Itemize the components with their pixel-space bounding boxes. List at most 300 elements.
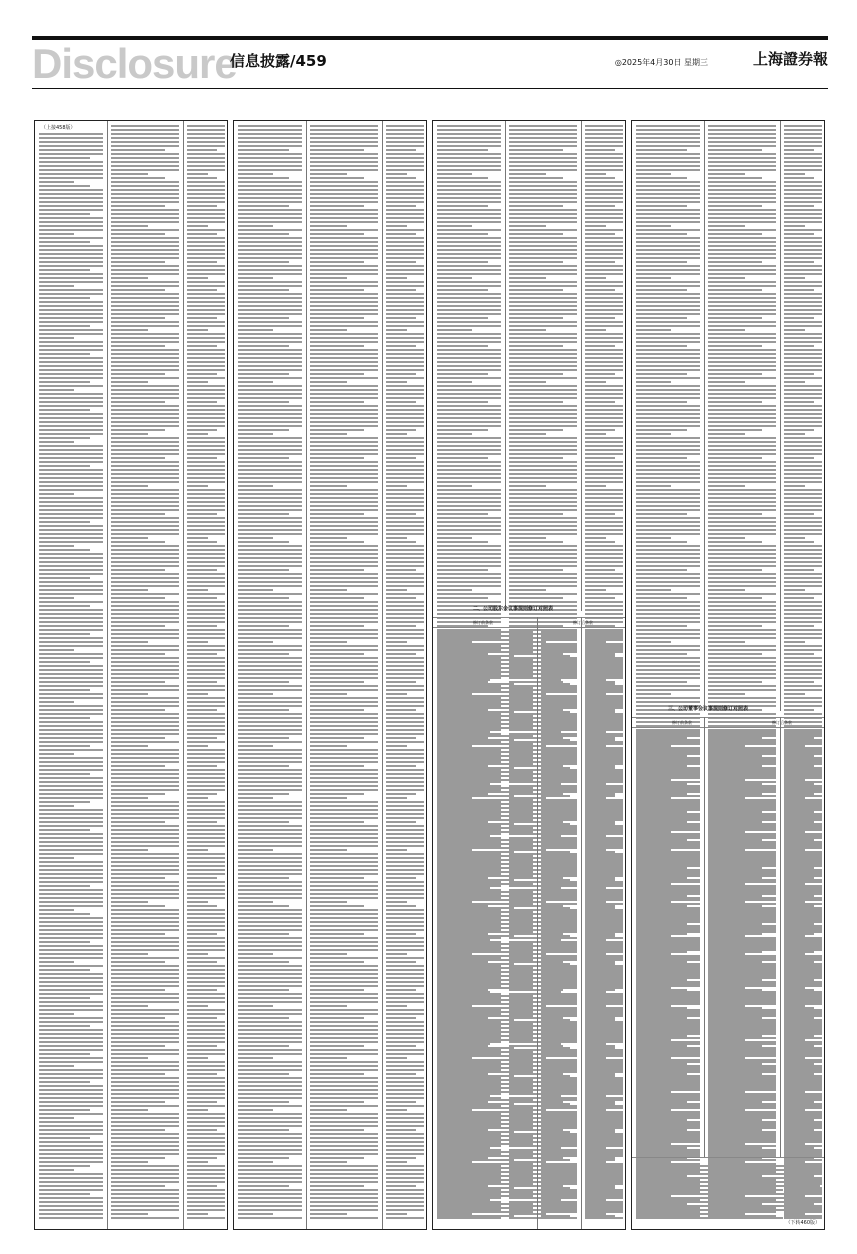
text-line (386, 477, 424, 479)
text-line (111, 1133, 179, 1135)
text-line (39, 861, 103, 863)
text-line (437, 1191, 533, 1193)
text-line (310, 337, 378, 339)
text-line (111, 949, 179, 951)
text-line (187, 129, 225, 131)
text-line (238, 753, 302, 755)
text-line (187, 453, 225, 455)
text-line (636, 799, 700, 801)
text-line (784, 401, 814, 403)
text-line (386, 625, 416, 627)
text-line (39, 1001, 103, 1003)
text-line (437, 683, 514, 685)
text-line (386, 673, 424, 675)
text-line (636, 229, 700, 231)
text-line (784, 625, 814, 627)
text-line (636, 1159, 700, 1161)
text-line (111, 729, 179, 731)
text-line (238, 429, 289, 431)
text-line (310, 205, 364, 207)
text-line (310, 993, 378, 995)
text-line (310, 1073, 364, 1075)
text-line (39, 1177, 103, 1179)
text-line (636, 625, 687, 627)
text-line (541, 1043, 561, 1045)
text-line (585, 659, 623, 661)
text-line (784, 807, 822, 809)
text-line (187, 737, 217, 739)
text-line (39, 233, 74, 235)
text-line (187, 953, 208, 955)
text-line (437, 225, 472, 227)
text-line (437, 635, 533, 637)
text-line (386, 793, 416, 795)
text-block (585, 631, 623, 1219)
text-line (585, 529, 623, 531)
text-line (636, 425, 700, 427)
text-line (386, 1113, 424, 1115)
text-line (585, 1027, 623, 1029)
text-line (39, 197, 103, 199)
text-line (636, 871, 700, 873)
text-line (437, 1143, 533, 1145)
text-line (111, 241, 179, 243)
text-line (708, 125, 776, 127)
text-line (708, 955, 776, 957)
text-line (386, 433, 407, 435)
text-line (386, 217, 424, 219)
text-line (585, 771, 623, 773)
text-line (437, 807, 533, 809)
text-line (636, 807, 700, 809)
text-line (39, 501, 103, 503)
text-line (386, 441, 424, 443)
text-line (238, 169, 302, 171)
text-line (187, 573, 225, 575)
text-line (784, 329, 805, 331)
text-line (708, 229, 776, 231)
text-line (238, 125, 302, 127)
table-divider (581, 617, 582, 1229)
text-line (111, 857, 179, 859)
text-line (238, 1113, 302, 1115)
text-line (386, 1097, 424, 1099)
section-title: 信息披露/459 (230, 52, 327, 70)
text-line (437, 971, 533, 973)
text-line (636, 605, 700, 607)
text-line (386, 1025, 424, 1027)
text-line (310, 893, 378, 895)
text-line (310, 241, 378, 243)
text-line (636, 935, 671, 937)
text-line (708, 1023, 776, 1025)
text-line (386, 1065, 424, 1067)
text-line (437, 337, 501, 339)
text-line (708, 633, 776, 635)
text-line (509, 369, 577, 371)
text-line (238, 973, 302, 975)
text-line (238, 841, 302, 843)
text-line (187, 1105, 225, 1107)
text-line (111, 1165, 179, 1167)
text-line (310, 785, 378, 787)
text-line (310, 477, 378, 479)
text-line (111, 1093, 179, 1095)
text-line (39, 453, 103, 455)
text-line (310, 653, 364, 655)
text-line (111, 197, 179, 199)
text-line (310, 565, 378, 567)
text-line (437, 413, 501, 415)
text-line (437, 979, 533, 981)
text-line (784, 771, 822, 773)
text-line (437, 429, 488, 431)
text-line (541, 927, 577, 929)
text-line (39, 449, 103, 451)
text-line (636, 823, 700, 825)
text-line (187, 845, 225, 847)
text-line (784, 257, 822, 259)
text-line (310, 881, 378, 883)
text-line (111, 345, 165, 347)
text-line (238, 501, 302, 503)
text-line (784, 541, 814, 543)
text-line (187, 589, 208, 591)
text-line (238, 421, 302, 423)
text-line (111, 1013, 179, 1015)
text-line (111, 873, 179, 875)
text-line (585, 1179, 623, 1181)
text-line (708, 249, 776, 251)
text-line (39, 1205, 103, 1207)
text-line (708, 553, 776, 555)
text-line (585, 157, 623, 159)
text-line (437, 385, 501, 387)
text-line (310, 317, 364, 319)
text-line (784, 895, 814, 897)
text-line (310, 201, 378, 203)
text-line (310, 609, 378, 611)
text-line (386, 289, 416, 291)
text-line (636, 1007, 687, 1009)
text-line (585, 1151, 623, 1153)
text-line (238, 689, 302, 691)
text-line (310, 521, 378, 523)
text-line (238, 685, 302, 687)
text-line (636, 153, 700, 155)
text-line (386, 301, 424, 303)
text-line (111, 701, 179, 703)
text-line (437, 687, 533, 689)
text-line (585, 955, 623, 957)
text-line (386, 925, 424, 927)
text-line (310, 577, 378, 579)
text-line (111, 233, 165, 235)
text-line (187, 1201, 225, 1203)
text-line (784, 759, 822, 761)
text-line (509, 317, 563, 319)
text-line (39, 613, 103, 615)
text-line (708, 919, 776, 921)
text-line (585, 385, 623, 387)
text-line (111, 341, 179, 343)
text-line (111, 1057, 148, 1059)
text-line (187, 165, 225, 167)
text-line (636, 361, 700, 363)
text-line (784, 309, 822, 311)
text-line (39, 593, 103, 595)
text-line (784, 349, 822, 351)
text-line (310, 513, 364, 515)
text-line (111, 893, 179, 895)
text-line (310, 897, 378, 899)
text-line (39, 957, 103, 959)
text-line (39, 1113, 103, 1115)
text-line (238, 1177, 302, 1179)
text-line (784, 875, 822, 877)
text-line (636, 457, 687, 459)
text-line (111, 837, 179, 839)
text-line (437, 237, 501, 239)
text-line (509, 569, 563, 571)
text-line (585, 129, 623, 131)
text-line (437, 125, 501, 127)
text-line (386, 805, 424, 807)
text-line (187, 913, 225, 915)
text-line (386, 577, 424, 579)
text-line (111, 1153, 179, 1155)
text-line (238, 769, 302, 771)
text-line (708, 529, 776, 531)
text-line (585, 787, 623, 789)
text-line (310, 213, 378, 215)
text-line (39, 909, 74, 911)
text-line (784, 1039, 805, 1041)
text-line (39, 313, 103, 315)
text-line (784, 971, 822, 973)
text-line (187, 617, 225, 619)
text-line (310, 345, 364, 347)
text-line (585, 935, 615, 937)
text-line (238, 809, 302, 811)
text-line (310, 821, 364, 823)
text-line (636, 991, 700, 993)
text-line (111, 413, 179, 415)
text-line (708, 939, 776, 941)
text-line (636, 1031, 700, 1033)
text-line (541, 1215, 570, 1217)
text-line (187, 1097, 225, 1099)
text-line (39, 813, 103, 815)
text-line (187, 1169, 225, 1171)
text-line (238, 205, 289, 207)
text-line (784, 393, 822, 395)
text-line (386, 269, 424, 271)
text-line (386, 165, 424, 167)
text-line (437, 731, 490, 733)
text-line (708, 241, 776, 243)
text-line (111, 641, 148, 643)
text-line (636, 1083, 700, 1085)
text-line (310, 1169, 378, 1171)
text-line (541, 791, 577, 793)
text-line (708, 645, 776, 647)
text-line (585, 1003, 623, 1005)
text-line (636, 907, 700, 909)
text-line (386, 181, 424, 183)
text-line (39, 221, 103, 223)
text-line (784, 621, 822, 623)
text-line (509, 301, 577, 303)
text-line (310, 589, 347, 591)
text-line (784, 553, 822, 555)
text-line (187, 725, 225, 727)
text-line (541, 859, 577, 861)
text-line (187, 1045, 217, 1047)
text-line (238, 773, 302, 775)
text-line (585, 907, 615, 909)
text-line (187, 473, 225, 475)
text-line (238, 201, 302, 203)
text-line (39, 401, 103, 403)
text-line (386, 501, 424, 503)
text-line (636, 955, 700, 957)
text-line (708, 815, 776, 817)
text-line (585, 605, 623, 607)
column-divider (581, 121, 582, 611)
text-line (784, 657, 822, 659)
text-line (238, 521, 302, 523)
text-line (636, 637, 700, 639)
text-line (784, 361, 822, 363)
text-line (437, 895, 533, 897)
text-line (636, 181, 700, 183)
text-line (708, 1139, 776, 1141)
text-line (39, 153, 103, 155)
text-line (39, 1045, 103, 1047)
text-line (437, 1063, 533, 1065)
text-line (784, 899, 822, 901)
text-line (111, 461, 179, 463)
text-line (585, 1211, 623, 1213)
text-line (585, 959, 623, 961)
text-line (238, 765, 289, 767)
text-block (386, 125, 424, 1221)
text-line (585, 513, 615, 515)
text-line (585, 887, 606, 889)
text-line (111, 445, 179, 447)
text-line (111, 953, 148, 955)
text-line (708, 1111, 776, 1113)
text-line (585, 209, 623, 211)
text-line (509, 589, 546, 591)
text-line (784, 1059, 822, 1061)
text-line (39, 921, 103, 923)
text-line (636, 253, 700, 255)
text-line (708, 513, 762, 515)
text-line (784, 991, 822, 993)
text-line (39, 281, 103, 283)
text-line (310, 1193, 378, 1195)
text-line (238, 257, 302, 259)
text-line (187, 933, 217, 935)
text-line (636, 661, 700, 663)
text-line (386, 1145, 424, 1147)
text-line (386, 1141, 424, 1143)
text-line (541, 1111, 577, 1113)
text-line (238, 545, 302, 547)
table-divider (780, 717, 781, 1157)
text-line (111, 1029, 179, 1031)
text-line (708, 389, 776, 391)
text-line (310, 717, 378, 719)
text-line (39, 425, 103, 427)
text-line (636, 1115, 700, 1117)
text-line (784, 569, 814, 571)
text-line (310, 865, 378, 867)
text-line (541, 991, 561, 993)
text-line (238, 949, 302, 951)
text-line (437, 951, 533, 953)
text-line (111, 161, 179, 163)
text-line (437, 593, 501, 595)
text-line (39, 533, 103, 535)
text-line (708, 233, 762, 235)
text-line (437, 1195, 533, 1197)
text-line (636, 1003, 700, 1005)
text-line (585, 963, 615, 965)
text-line (708, 177, 762, 179)
text-line (310, 437, 378, 439)
text-line (541, 1147, 561, 1149)
text-line (437, 533, 501, 535)
text-line (310, 1013, 378, 1015)
text-line (39, 297, 90, 299)
text-line (437, 747, 533, 749)
text-line (39, 1109, 90, 1111)
text-line (39, 273, 103, 275)
text-line (386, 1129, 416, 1131)
text-line (636, 763, 700, 765)
text-line (238, 605, 302, 607)
text-line (541, 727, 577, 729)
text-line (386, 1021, 424, 1023)
text-line (187, 1053, 225, 1055)
text-line (585, 545, 623, 547)
text-line (541, 1135, 577, 1137)
text-line (437, 823, 514, 825)
text-line (238, 1093, 302, 1095)
text-line (238, 677, 302, 679)
text-line (187, 921, 225, 923)
text-line (111, 141, 179, 143)
text-line (636, 1059, 700, 1061)
text-line (310, 1029, 378, 1031)
text-line (39, 933, 103, 935)
text-line (784, 289, 814, 291)
text-line (310, 1037, 378, 1039)
text-line (509, 381, 546, 383)
text-line (636, 585, 700, 587)
text-line (708, 129, 776, 131)
text-line (541, 1207, 577, 1209)
text-line (238, 333, 302, 335)
text-line (39, 641, 103, 643)
text-line (708, 811, 762, 813)
text-line (187, 745, 208, 747)
text-line (708, 1031, 776, 1033)
text-line (784, 185, 822, 187)
